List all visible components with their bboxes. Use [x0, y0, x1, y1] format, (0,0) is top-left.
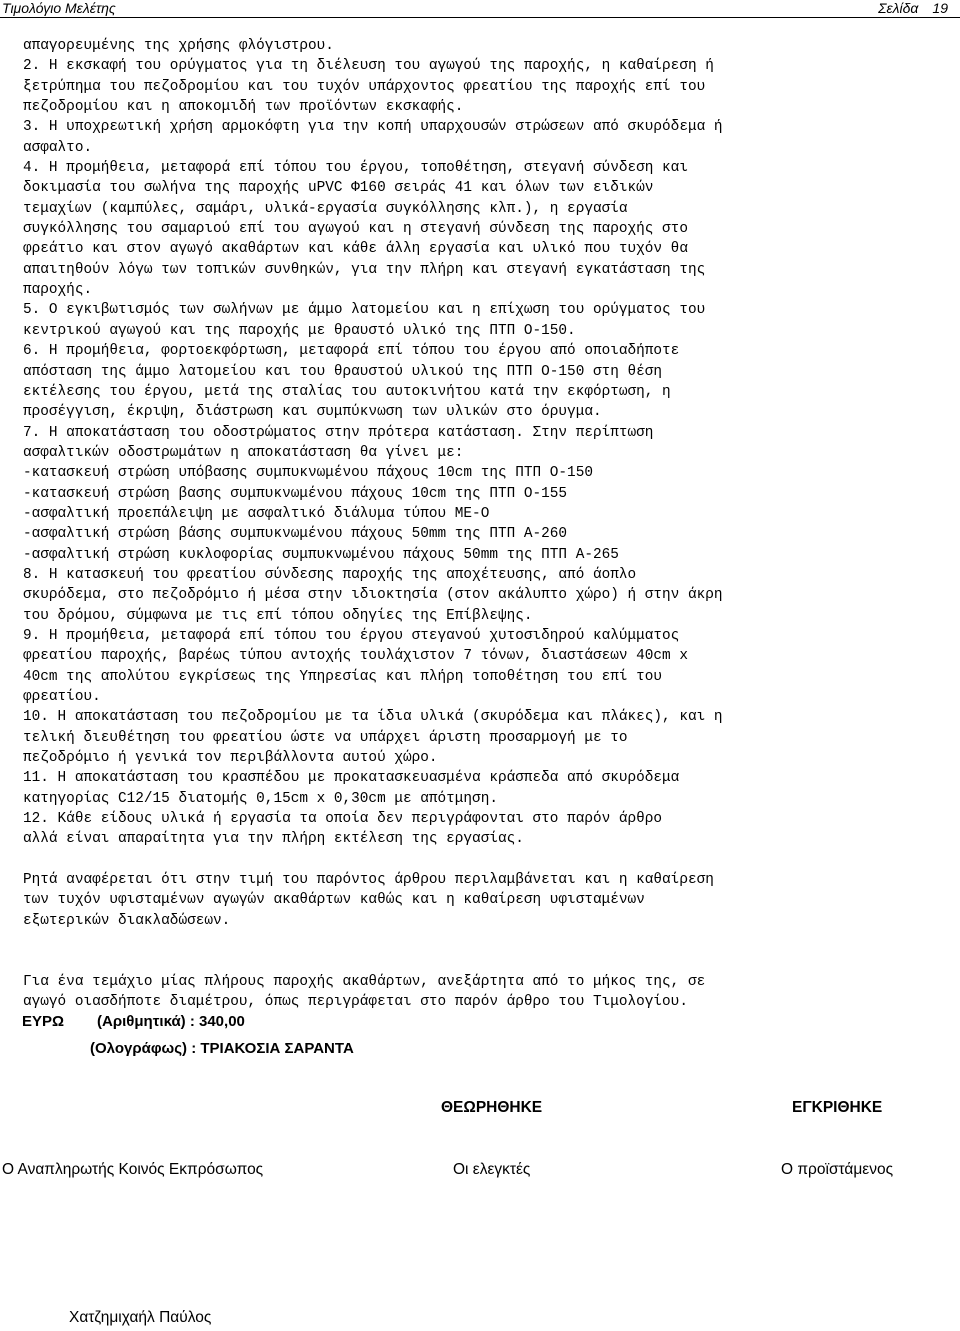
- page-indicator: [878, 0, 948, 16]
- body-line: 11. Η αποκατάσταση του κρασπέδου με προκατασκευασμένα κράσπεδα από σκυρόδεμα: [23, 770, 680, 787]
- body-line: κεντρικού αγωγού και της παροχής με θραυστό υλικό της ΠΤΠ Ο-150.: [23, 322, 576, 339]
- body-line: 7. Η αποκατάσταση του οδοστρώματος στην πρότερα κατάσταση. Στην περίπτωση: [23, 424, 654, 441]
- body-line: δοκιμασία του σωλήνα της παροχής uPVC Φ160 σειράς 41 και όλων των ειδικών: [23, 180, 654, 197]
- body-line: -ασφαλτική στρώση βάσης συμπυκνωμένου πάχους 50mm της ΠΤΠ Α-260: [23, 526, 568, 543]
- body-line: 40cm της απολύτου εγκρίσεως της Υπηρεσίας και πλήρη τοποθέτηση του επί του: [23, 668, 663, 685]
- body-line: [23, 951, 953, 971]
- article-body: [23, 36, 953, 1013]
- body-line: 5. Ο εγκιβωτισμός των σωλήνων με άμμο λατομείου και η επίχωση του ορύγματος του: [23, 302, 706, 319]
- body-line: αγωγό οιασδήποτε διαμέτρου, όπως περιγράφεται στο παρόν άρθρο του Τιμολογίου.: [23, 994, 688, 1011]
- body-line: 6. Η προμήθεια, φορτοεκφόρτωση, μεταφορά επί τόπου του έργου από οποιαδήποτε: [23, 343, 680, 360]
- body-line: εκτέλεσης του έργου, μετά της σταλίας του αυτοκινήτου κατά την εκφόρτωση, η: [23, 383, 671, 400]
- body-line: φρεατίου.: [23, 689, 101, 705]
- body-line: πεζοδρόμιο ή γενικά τον περιβάλλοντα αυτού χώρο.: [23, 750, 438, 767]
- body-line: φρεατίου παροχής, βαρέως τύπου αντοχής τουλάχιστον 7 τόνων, διαστάσεων 40cm x: [23, 648, 688, 665]
- body-line: -κατασκευή στρώση βασης συμπυκνωμένου πάχους 10cm της ΠΤΠ Ο-155: [23, 485, 568, 502]
- body-line: 10. Η αποκατάσταση του πεζοδρομίου με τα ίδια υλικά (σκυρόδεμα και πλάκες), και η: [23, 709, 723, 726]
- price-currency: ΕΥΡΩ: [22, 1013, 65, 1030]
- body-line: 9. Η προμήθεια, μεταφορά επί τόπου του έργου στεγανού χυτοσιδηρού καλύμματος: [23, 627, 680, 644]
- body-line: πεζοδρομίου και η αποκομιδή των προϊόντων εκσκαφής.: [23, 99, 464, 116]
- body-line: απαγορευμένης της χρήσης φλόγιστρου.: [23, 38, 334, 54]
- body-line: [23, 850, 953, 870]
- body-line: τεμαχίων (καμπύλες, σαμάρι, υλικά-εργασία συγκόλλησης κλπ.), η εργασία: [23, 200, 628, 217]
- body-line: -ασφαλτική στρώση κυκλοφορίας συμπυκνωμένου πάχους 50mm της ΠΤΠ Α-265: [23, 546, 619, 563]
- deputy-representative-label: Ο Αναπληρωτής Κοινός Εκπρόσωπος: [2, 1161, 264, 1178]
- body-line: εξωτερικών διακλαδώσεων.: [23, 912, 231, 929]
- page-number: 19: [932, 0, 948, 16]
- body-line: αλλά είναι απαραίτητα για την πλήρη εκτέλεση της εργασίας.: [23, 831, 524, 848]
- auditors-label: Οι ελεγκτές: [453, 1161, 531, 1178]
- body-line: τελική διευθέτηση του φρεατίου ώστε να υπάρχει άριστη προσαρμογή με το: [23, 729, 628, 746]
- endorsed-heading: ΕΓΚΡΙΘΗΚΕ: [792, 1099, 883, 1116]
- body-line: απόσταση της άμμο λατομείου και του θραυστού υλικού της ΠΤΠ Ο-150 στη θέση: [23, 363, 663, 380]
- approved-heading: ΘΕΩΡΗΘΗΚΕ: [441, 1099, 543, 1116]
- body-line: απαιτηθούν λόγω των τοπικών συνθηκών, για την πλήρη και στεγανή εγκατάσταση της: [23, 261, 706, 278]
- body-line: σκυρόδεμα, στο πεζοδρόμιο ή μέσα στην ιδιοκτησία (στον ακάλυπτο χώρο) ή στην άκρη: [23, 587, 723, 604]
- page-label: Σελίδα: [878, 0, 919, 16]
- body-line: 12. Κάθε είδους υλικά ή εργασία τα οποία δεν περιγράφονται στο παρόν άρθρο: [23, 811, 663, 828]
- body-line: ξετρύπημα του πεζοδρομίου και του τυχόν υπάρχοντος φρεατίου της παροχής επί του: [23, 78, 706, 95]
- page-header: [0, 0, 960, 18]
- body-line: -ασφαλτική προεπάλειψη με ασφαλτικό διάλυμα τύπου ΜΕ-Ο: [23, 505, 490, 522]
- supervisor-label: Ο προϊστάμενος: [781, 1161, 894, 1178]
- body-line: 3. Η υποχρεωτική χρήση αρμοκόφτη για την κοπή υπαρχουσών στρώσεων από σκυρόδεμα ή: [23, 119, 723, 136]
- price-in-words: (Ολογράφως) : ΤΡΙΑΚΟΣΙΑ ΣΑΡΑΝΤΑ: [90, 1040, 354, 1057]
- price-numeric: (Αριθμητικά) : 340,00: [97, 1013, 245, 1030]
- body-line: 2. Η εκσκαφή του ορύγματος για τη διέλευση του αγωγού της παροχής, η καθαίρεση ή: [23, 58, 714, 75]
- body-line: 8. Η κατασκευή του φρεατίου σύνδεσης παροχής της αποχέτευσης, από άοπλο: [23, 566, 637, 583]
- body-line: ασφαλτο.: [23, 139, 93, 156]
- body-line: προσέγγιση, έκριψη, διάστρωση και συμπύκνωση των υλικών στο όρυγμα.: [23, 404, 602, 421]
- body-line: παροχής.: [23, 282, 93, 299]
- body-line: του δρόμου, σύμφωνα με τις επί τόπου οδηγίες της Επίβλεψης.: [23, 607, 533, 624]
- body-line: συγκόλλησης του σαμαριού επί του αγωγού και η στεγανή σύνδεση της παροχής στο: [23, 221, 688, 238]
- document-title: Τιμολόγιο Μελέτης: [2, 0, 116, 16]
- body-line: ασφαλτικών οδοστρωμάτων η αποκατάσταση θα γίνει με:: [23, 444, 464, 461]
- body-line: Ρητά αναφέρεται ότι στην τιμή του παρόντος άρθρου περιλαμβάνεται και η καθαίρεση: [23, 872, 714, 889]
- body-line: των τυχόν υφισταμένων αγωγών ακαθάρτων καθώς και η καθαίρεση υφισταμένων: [23, 892, 645, 909]
- body-line: 4. Η προμήθεια, μεταφορά επί τόπου του έργου, τοποθέτηση, στεγανή σύνδεση και: [23, 160, 688, 177]
- body-line: [23, 931, 953, 951]
- signer-name: Χατζημιχαήλ Παύλος: [69, 1309, 212, 1326]
- body-line: φρεάτιο και στον αγωγό ακαθάρτων και κάθε άλλη εργασία και υλικό που τυχόν θα: [23, 241, 688, 258]
- body-line: -κατασκευή στρώση υπόβασης συμπυκνωμένου πάχους 10cm της ΠΤΠ Ο-150: [23, 465, 593, 482]
- body-line: Για ένα τεμάχιο μίας πλήρους παροχής ακαθάρτων, ανεξάρτητα από το μήκος της, σε: [23, 973, 706, 990]
- body-line: κατηγορίας C12/15 διατομής 0,15cm x 0,30cm με απότμηση.: [23, 790, 498, 807]
